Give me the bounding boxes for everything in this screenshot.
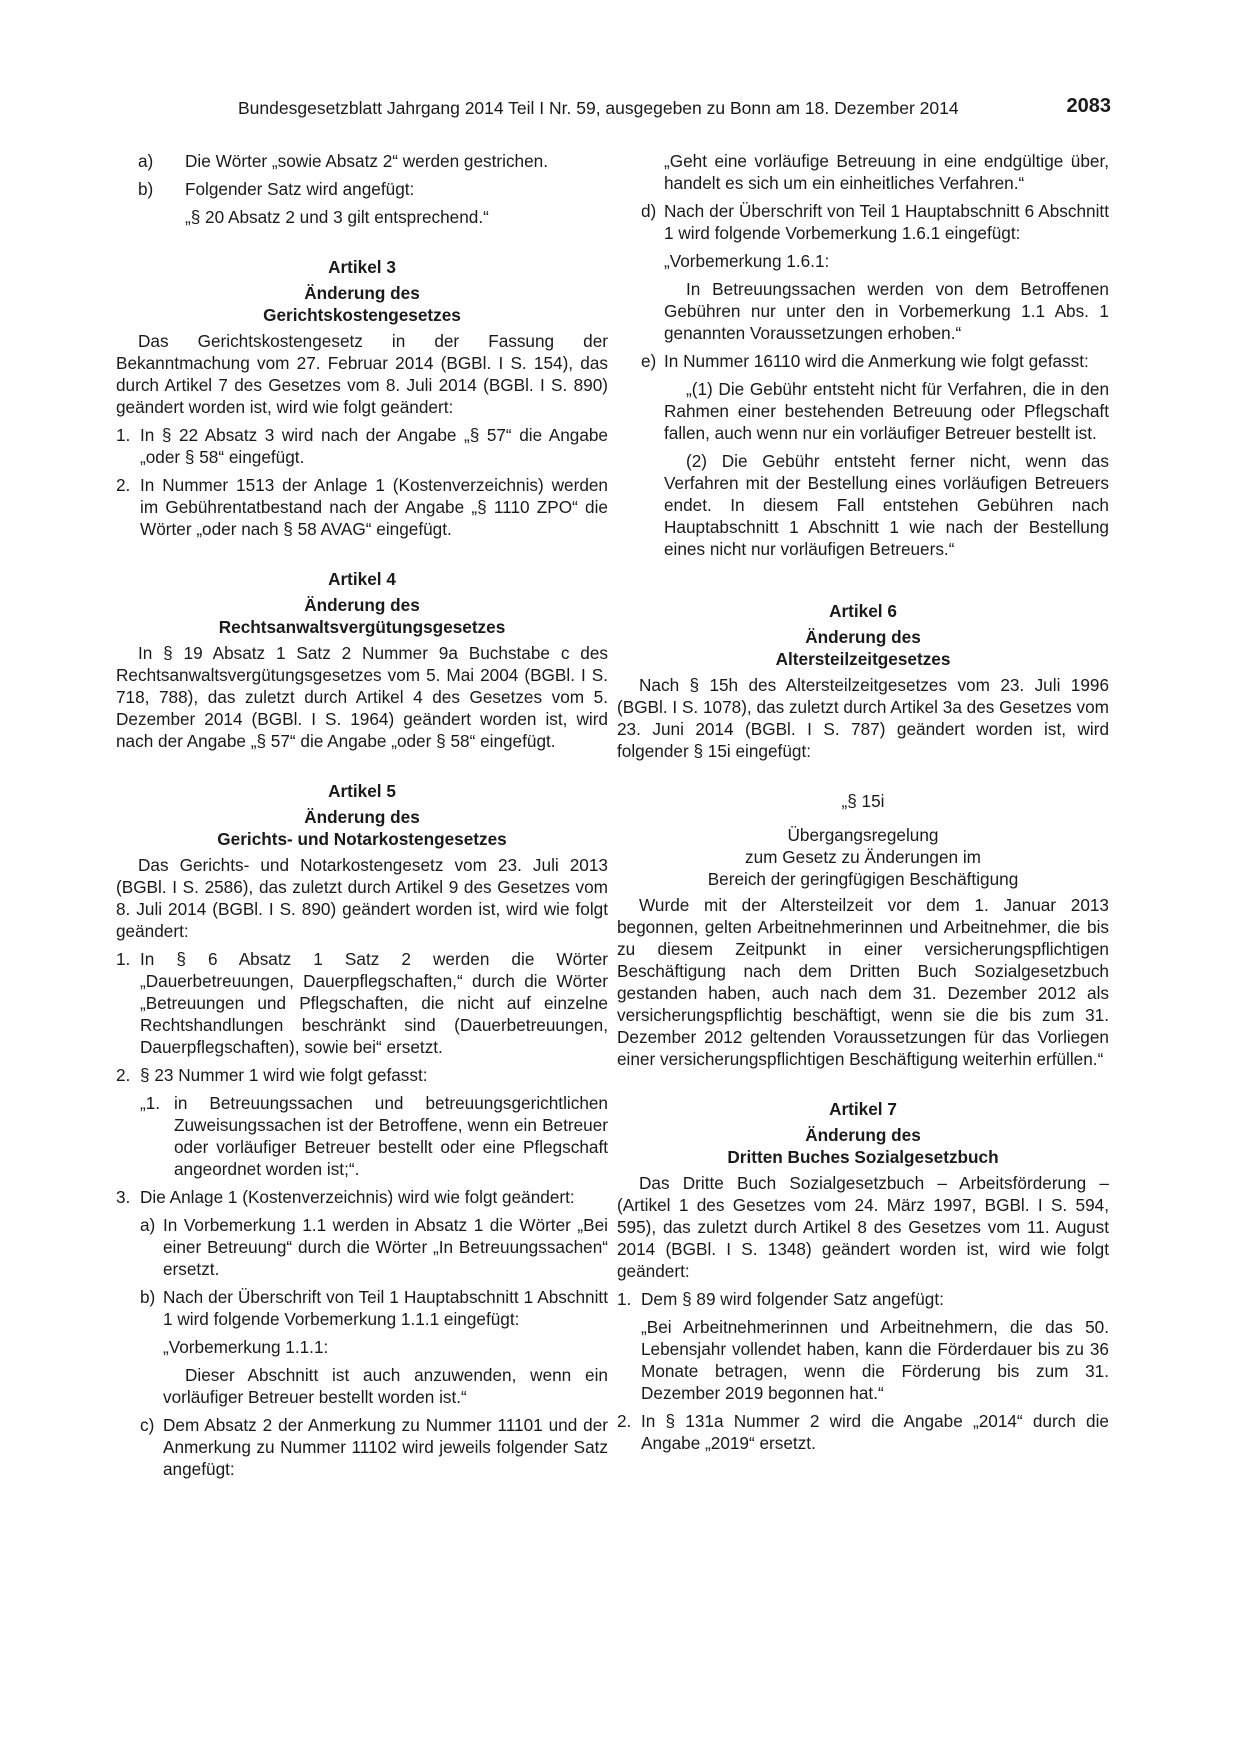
quote: „Vorbemerkung 1.1.1: (163, 1337, 329, 1357)
list-item: a) Die Wörter „sowie Absatz 2“ werden gestrichen. (138, 151, 548, 171)
quote: Dieser Abschnitt ist auch anzuwenden, wenn ein vorläufiger Betreuer bestellt worden ist.“ (163, 1365, 608, 1407)
list-item: e) In Nummer 16110 wird die Anmerkung wie folgt gefasst: (641, 351, 1089, 371)
article-title: Artikel 3 (328, 257, 396, 277)
article-subtitle: Gerichts- und Notarkostengesetzes (217, 829, 507, 849)
section-heading: „§ 15i (841, 791, 885, 811)
quote: In Betreuungssachen werden von dem Betroffenen Gebühren nur unter den in Vorbemerkung 1.1 Abs. 1 genannten Voraussetzungen erhoben.“ (664, 279, 1109, 343)
list-item: d) Nach der Überschrift von Teil 1 Hauptabschnitt 6 Abschnitt 1 wird folgende Vorbemerkung 1.6.1 eingefügt: (641, 201, 1109, 243)
list-item: b) Folgender Satz wird angefügt: (138, 179, 415, 199)
quote: „§ 20 Absatz 2 und 3 gilt entsprechend.“ (185, 207, 489, 227)
article-title: Artikel 6 (829, 601, 897, 621)
quote: „Bei Arbeitnehmerinnen und Arbeitnehmern, die das 50. Lebensjahr vollendet haben, kann die Förderdauer bis zu 36 Monate betragen, wenn die Förderung bis zum 31. Dezember 2019 begonnen hat.“ (641, 1317, 1109, 1403)
paragraph: Das Gerichtskostengesetz in der Fassung der Bekanntmachung vom 27. Februar 2014 (BGBl. I S. 154), das durch Artikel 7 des Gesetzes vom 8. Juli 2014 (BGBl. I S. 890) geändert worden ist, wird wie folgt geändert: (116, 331, 608, 417)
section-title: Bereich der geringfügigen Beschäftigung (707, 869, 1019, 889)
section-title: zum Gesetz zu Änderungen im (745, 847, 981, 867)
article-subtitle: Altersteilzeitgesetzes (775, 649, 951, 669)
article-subtitle: Dritten Buches Sozialgesetzbuch (727, 1147, 999, 1167)
list-item: „1. in Betreuungssachen und betreuungsgerichtlichen Zuweisungssachen ist der Betroffene, wenn ein Betreuer oder vorläufiger Betreuer bestellt oder eine Pflegschaft angeordnet worden ist;“. (140, 1093, 608, 1179)
paragraph: Das Gerichts- und Notarkostengesetz vom 23. Juli 2013 (BGBl. I S. 2586), das zuletzt durch Artikel 9 des Gesetzes vom 8. Juli 2014 (BGBl. I S. 890) geändert worden ist, wird wie folgt geändert: (116, 855, 608, 941)
list-item: 2. In Nummer 1513 der Anlage 1 (Kostenverzeichnis) werden im Gebührentatbestand nach der Angabe „§ 1110 ZPO“ die Wörter „oder nach § 58 AVAG“ eingefügt. (116, 475, 608, 539)
quote: „Geht eine vorläufige Betreuung in eine endgültige über, handelt es sich um ein einheitliches Verfahren.“ (664, 151, 1109, 193)
page-header (120, 95, 1120, 124)
header-title: Bundesgesetzblatt Jahrgang 2014 Teil I Nr. 59, ausgegeben zu Bonn am 18. Dezember 2014 (238, 98, 959, 118)
right-column (617, 150, 1109, 1454)
article-subtitle: Gerichtskostengesetzes (263, 305, 461, 325)
article-subtitle: Rechtsanwaltsvergütungsgesetzes (218, 617, 506, 637)
list-item: 2. § 23 Nummer 1 wird wie folgt gefasst: (116, 1065, 428, 1085)
article-subtitle: Änderung des (304, 807, 420, 827)
article-subtitle: Änderung des (805, 1125, 921, 1145)
section-title: Übergangsregelung (787, 825, 939, 845)
article-subtitle: Änderung des (304, 283, 420, 303)
list-item: 2. In § 131a Nummer 2 wird die Angabe „2014“ durch die Angabe „2019“ ersetzt. (617, 1411, 1109, 1453)
left-column (116, 150, 608, 1480)
quote: „Vorbemerkung 1.6.1: (664, 251, 830, 271)
paragraph: Nach § 15h des Altersteilzeitgesetzes vom 23. Juli 1996 (BGBl. I S. 1078), das zuletzt durch Artikel 3a des Gesetzes vom 23. Juni 2014 (BGBl. I S. 787) geändert worden ist, wird folgender § 15i eingefügt: (617, 675, 1109, 761)
quote: „(1) Die Gebühr entsteht nicht für Verfahren, die in den Rahmen einer bestehenden Betreuung oder Pflegschaft fallen, auch wenn nur ein vorläufiger Betreuer bestellt ist. (664, 379, 1109, 443)
list-item: 1. Dem § 89 wird folgender Satz angefügt: (617, 1289, 944, 1309)
quote: (2) Die Gebühr entsteht ferner nicht, wenn das Verfahren mit der Bestellung eines vorläufigen Betreuers endet. In diesem Fall entstehen Gebühren nach Hauptabschnitt 1 Abschnitt 1 wie nach der Bestellung eines nicht nur vorläufigen Betreuers.“ (664, 451, 1109, 559)
article-title: Artikel 4 (328, 569, 396, 589)
article-subtitle: Änderung des (805, 627, 921, 647)
article-title: Artikel 5 (328, 781, 396, 801)
list-item: 1. In § 22 Absatz 3 wird nach der Angabe „§ 57“ die Angabe „oder § 58“ eingefügt. (116, 425, 608, 467)
list-item: 3. Die Anlage 1 (Kostenverzeichnis) wird wie folgt geändert: (116, 1187, 575, 1207)
page-number: 2083 (1066, 95, 1111, 117)
paragraph: Wurde mit der Altersteilzeit vor dem 1. Januar 2013 begonnen, gelten Arbeitnehmerinnen und Arbeitnehmer, die bis zu diesem Zeitpunkt in einer versicherungspflichtigen Beschäftigung nach dem Dritten Buch Sozialgesetzbuch gestanden haben, auch nach dem 31. Dezember 2012 als versicherungspflichtig beschäftigt, wenn sie die bis zum 31. Dezember 2012 geltenden Voraussetzungen für das Vorliegen einer versicherungspflichtigen Beschäftigung weiterhin erfüllen.“ (617, 895, 1109, 1069)
list-item: b) Nach der Überschrift von Teil 1 Hauptabschnitt 1 Abschnitt 1 wird folgende Vorbemerkung 1.1.1 eingefügt: (140, 1287, 608, 1329)
list-item: 1. In § 6 Absatz 1 Satz 2 werden die Wörter „Dauerbetreuungen, Dauerpflegschaften,“ durch die Wörter „Betreuungen und Pflegschaften, die nicht auf einzelne Rechtshandlungen beschränkt sind (Dauerbetreuungen, Dauerpflegschaften), sowie bei“ ersetzt. (116, 949, 608, 1057)
list-item: c) Dem Absatz 2 der Anmerkung zu Nummer 11101 und der Anmerkung zu Nummer 11102 wird jeweils folgender Satz angefügt: (140, 1415, 608, 1479)
article-subtitle: Änderung des (304, 595, 420, 615)
paragraph: Das Dritte Buch Sozialgesetzbuch – Arbeitsförderung – (Artikel 1 des Gesetzes vom 24. März 1997, BGBl. I S. 594, 595), das zuletzt durch Artikel 8 des Gesetzes vom 11. August 2014 (BGBl. I S. 1348) geändert worden ist, wird wie folgt geändert: (617, 1173, 1109, 1281)
list-item: a) In Vorbemerkung 1.1 werden in Absatz 1 die Wörter „Bei einer Betreuung“ durch die Wörter „In Betreuungssachen“ ersetzt. (140, 1215, 608, 1279)
paragraph: In § 19 Absatz 1 Satz 2 Nummer 9a Buchstabe c des Rechtsanwaltsvergütungsgesetzes vom 5. Mai 2004 (BGBl. I S. 718, 788), das zuletzt durch Artikel 4 des Gesetzes vom 5. Dezember 2014 (BGBl. I S. 1964) geändert worden ist, wird nach der Angabe „§ 57“ die Angabe „oder § 58“ eingefügt. (116, 643, 608, 751)
article-title: Artikel 7 (829, 1099, 897, 1119)
